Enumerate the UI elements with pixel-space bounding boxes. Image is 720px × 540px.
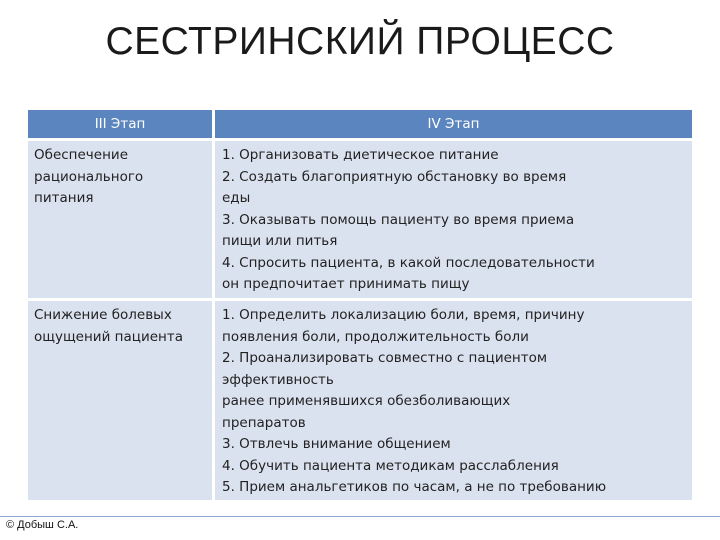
copyright-text: © Добыш С.А. xyxy=(6,519,79,531)
table-row xyxy=(28,141,692,298)
cell-line: эффективность xyxy=(222,371,334,388)
cell-line: питания xyxy=(34,190,94,206)
cell-line: 4. Спросить пациента, в какой последовательности xyxy=(222,254,595,271)
cell-line: ощущений пациента xyxy=(34,328,183,345)
cell-line: он предпочитает принимать пищу xyxy=(222,276,470,292)
table-row xyxy=(28,301,692,500)
cell-line: появления боли, продолжительность боли xyxy=(222,328,529,345)
nursing-process-table xyxy=(28,110,692,500)
cell-line: пищи или питья xyxy=(222,233,338,249)
column-header-stage-3: III Этап xyxy=(28,110,212,138)
slide-title: СЕСТРИНСКИЙ ПРОЦЕСС xyxy=(105,20,615,63)
cell-line: 3. Оказывать помощь пациенту во время приема xyxy=(222,211,575,228)
footer-divider xyxy=(0,516,720,517)
cell-line: 2. Создать благоприятную обстановку во время xyxy=(222,168,567,185)
cell-line: 3. Отвлечь внимание общением xyxy=(222,436,451,452)
table-header-row xyxy=(28,110,692,138)
cell-line: рационального xyxy=(34,168,144,185)
cell-line: Обеспечение xyxy=(34,147,128,163)
cell-line: 1. Определить локализацию боли, время, причину xyxy=(222,307,585,323)
stage-4-cell xyxy=(215,141,692,298)
cell-line: еды xyxy=(222,190,251,206)
column-header-stage-4: IV Этап xyxy=(215,110,692,138)
cell-line: ранее применявшихся обезболивающих xyxy=(222,393,511,409)
stage-4-cell xyxy=(215,301,692,500)
stage-3-cell xyxy=(28,141,212,298)
cell-line: 5. Прием анальгетиков по часам, а не по требованию xyxy=(222,479,607,495)
cell-line: Снижение болевых xyxy=(34,307,172,323)
stage-3-cell xyxy=(28,301,212,500)
cell-line: 2. Проанализировать совместно с пациентом xyxy=(222,350,548,366)
cell-line: препаратов xyxy=(222,414,306,431)
cell-line: 1. Организовать диетическое питание xyxy=(222,147,499,163)
cell-line: 4. Обучить пациента методикам расслабления xyxy=(222,457,559,474)
